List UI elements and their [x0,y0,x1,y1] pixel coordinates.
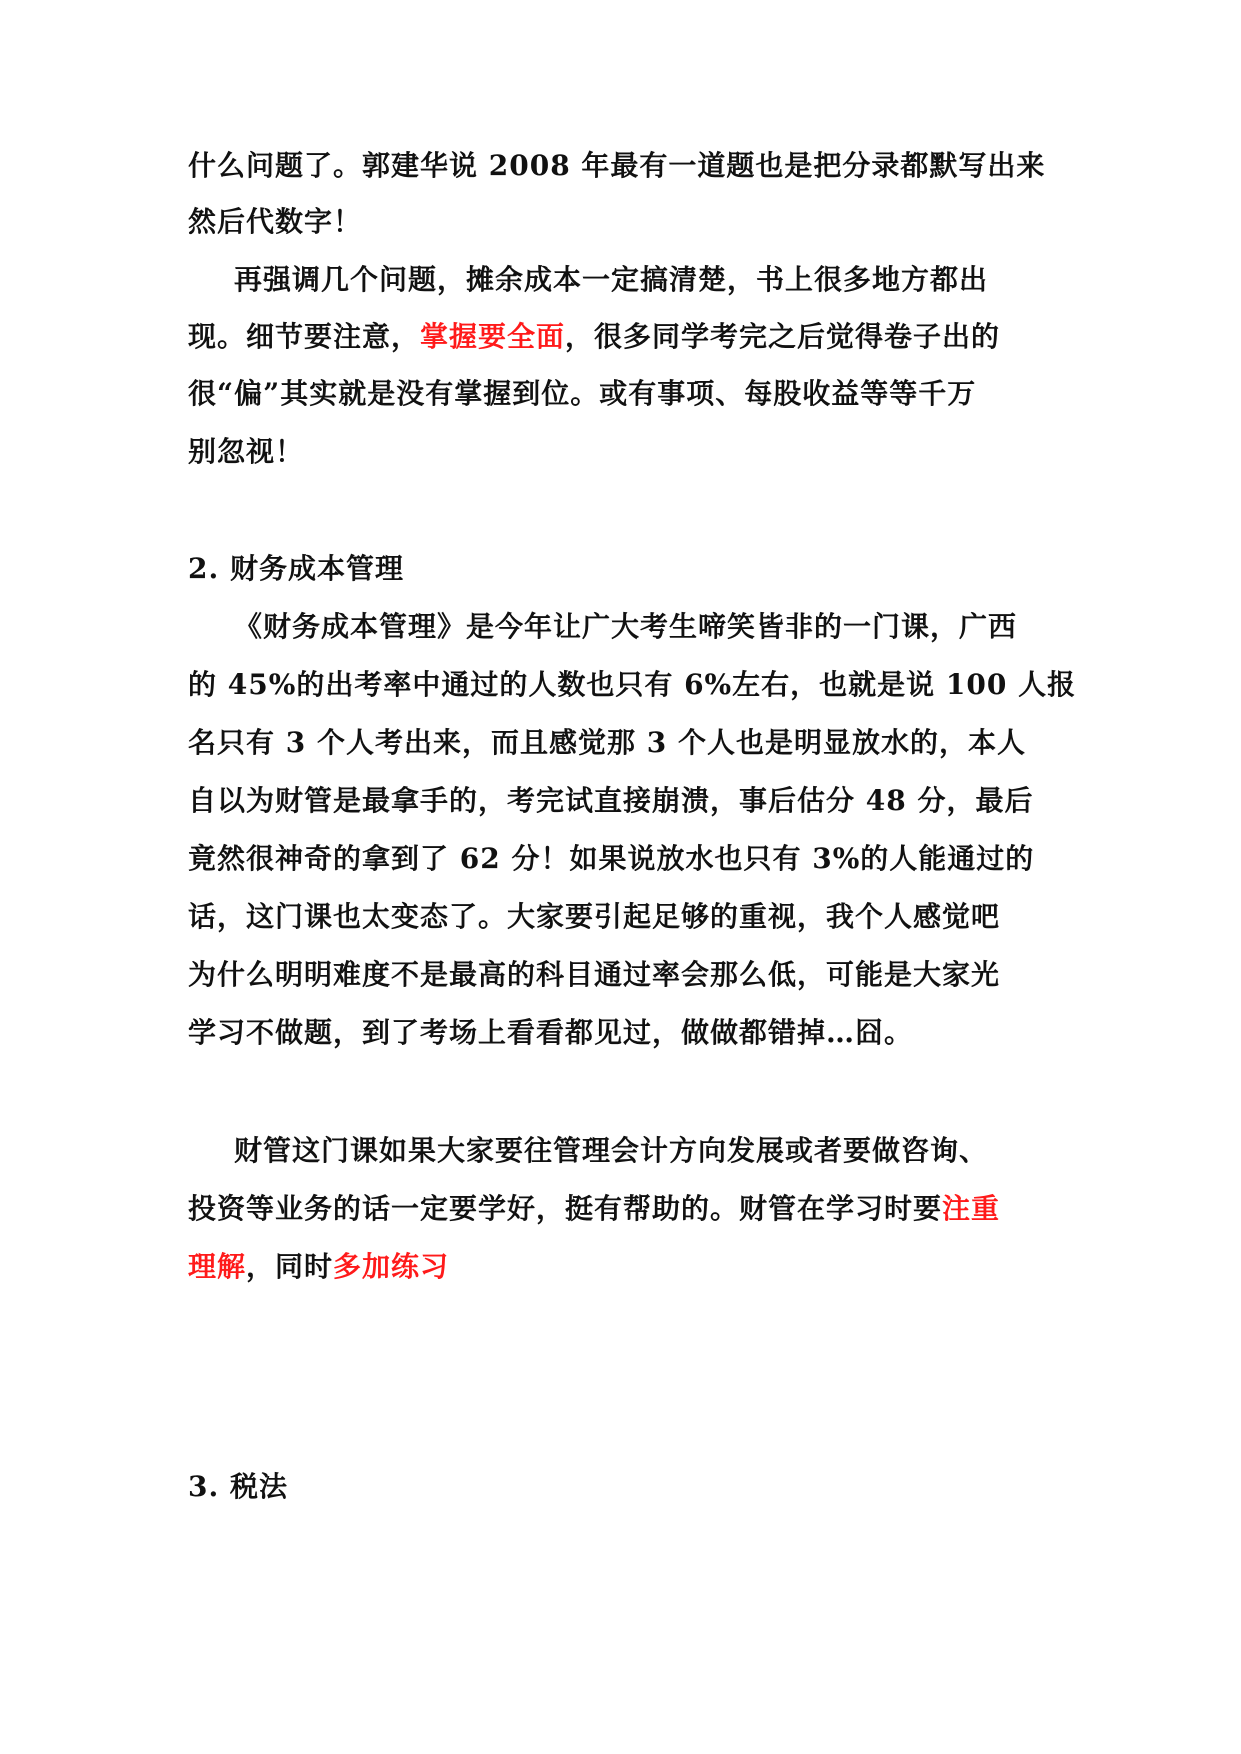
paragraph-line: 财管这门课如果大家要往管理会计方向发展或者要做咨询、 [234,1134,989,1167]
paragraph-line: 竟然很神奇的拿到了 62 分！如果说放水也只有 3%的人能通过的 [188,842,1035,875]
paragraph-line: 话，这门课也太变态了。大家要引起足够的重视，我个人感觉吧 [188,900,1001,933]
text-run: ，同时 [246,1250,334,1283]
paragraph-line [188,317,1058,357]
text-run: 投资等业务的话一定要学好，挺有帮助的。财管在学习时要 [188,1192,943,1225]
paragraph-line: 然后代数字！ [188,205,363,238]
paragraph-line: 再强调几个问题，摊余成本一定搞清楚，书上很多地方都出 [234,263,989,296]
highlight-text: 掌握要全面 [420,320,566,353]
highlight-text: 理解 [188,1250,247,1283]
paragraph-line: 为什么明明难度不是最高的科目通过率会那么低，可能是大家光 [188,958,1001,991]
highlight-text: 多加练习 [333,1250,450,1283]
paragraph-line: 什么问题了。郭建华说 2008 年最有一道题也是把分录都默写出来 [188,149,1046,182]
highlight-text: 注重 [942,1192,1001,1225]
paragraph-line: 别忽视！ [188,435,305,468]
paragraph-line: 很“偏”其实就是没有掌握到位。或有事项、每股收益等等千万 [188,377,977,410]
paragraph-line [188,1247,1058,1287]
paragraph-line: 《财务成本管理》是今年让广大考生啼笑皆非的一门课，广西 [234,610,1018,643]
paragraph-line: 自以为财管是最拿手的，考完试直接崩溃，事后估分 48 分，最后 [188,784,1034,817]
paragraph-line: 学习不做题，到了考场上看看都见过，做做都错掉…囧。 [188,1016,914,1049]
paragraph-line: 的 45%的出考率中通过的人数也只有 6%左右，也就是说 100 人报 [188,668,1077,701]
text-run: ，很多同学考完之后觉得卷子出的 [565,320,1001,353]
paragraph-line [188,1189,1058,1229]
paragraph-line: 名只有 3 个人考出来，而且感觉那 3 个人也是明显放水的，本人 [188,726,1026,759]
section-heading: 3. 税法 [188,1470,288,1503]
section-heading: 2. 财务成本管理 [188,552,404,585]
text-run: 现。细节要注意， [188,320,421,353]
